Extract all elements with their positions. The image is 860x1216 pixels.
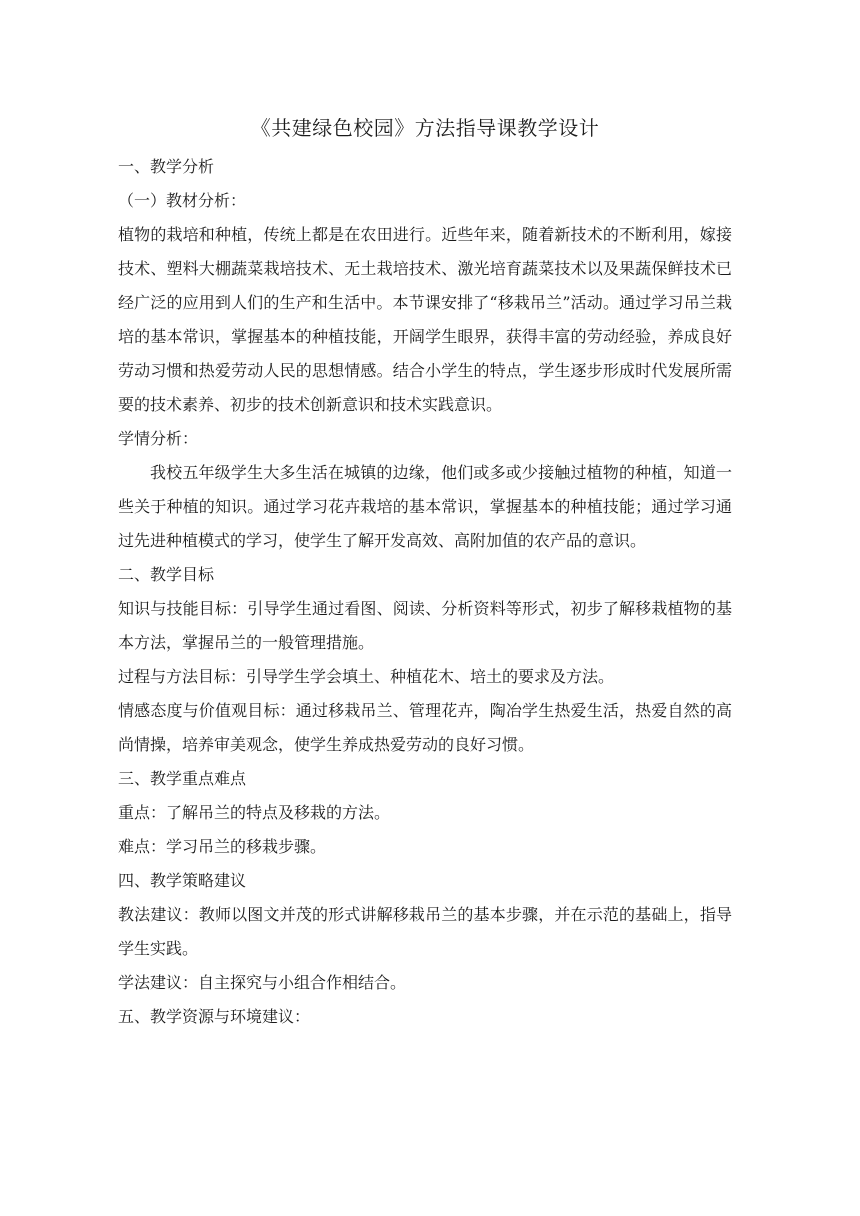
document-title: 《共建绿色校园》方法指导课教学设计	[250, 116, 600, 140]
learning-method-suggestion: 学法建议：自主探究与小组合作相结合。	[118, 973, 407, 992]
section-1-heading: 一、教学分析	[118, 157, 215, 176]
teaching-method-suggestion: 教法建议：教师以图文并茂的形式讲解移栽吊兰的基本步骤，并在示范的基础上，指导学生实践。	[118, 905, 732, 958]
process-method-goal: 过程与方法目标：引导学生学会填土、种植花木、培土的要求及方法。	[118, 667, 615, 686]
document-page	[118, 108, 732, 1034]
section-3-heading: 三、教学重点难点	[118, 769, 247, 788]
section-2-heading: 二、教学目标	[118, 565, 215, 584]
section-5-heading: 五、教学资源与环境建议：	[118, 1007, 311, 1026]
key-point: 重点：了解吊兰的特点及移栽的方法。	[118, 803, 391, 822]
textbook-analysis-paragraph: 植物的栽培和种植，传统上都是在农田进行。近些年来，随着新技术的不断利用，嫁接技术、塑料大棚蔬菜栽培技术、无土栽培技术、激光培育蔬菜技术以及果蔬保鲜技术已经广泛的应用到人们的生产和生活中。本节课安排了“移栽吊兰”活动。通过学习吊兰栽培的基本常识，掌握基本的种植技能，开阔学生眼界，获得丰富的劳动经验，养成良好劳动习惯和热爱劳动人民的思想情感。结合小学生的特点，学生逐步形成时代发展所需要的技术素养、初步的技术创新意识和技术实践意识。	[118, 225, 732, 414]
emotion-value-goal: 情感态度与价值观目标：通过移栽吊兰、管理花卉，陶冶学生热爱生活，热爱自然的高尚情操，培养审美观念，使学生养成热爱劳动的良好习惯。	[118, 701, 732, 754]
learner-analysis-heading: 学情分析：	[118, 429, 199, 448]
section-4-heading: 四、教学策略建议	[118, 871, 247, 890]
learner-analysis-paragraph: 我校五年级学生大多生活在城镇的边缘，他们或多或少接触过植物的种植，知道一些关于种植的知识。通过学习花卉栽培的基本常识，掌握基本的种植技能；通过学习通过先进种植模式的学习，使学生了解开发高效、高附加值的农产品的意识。	[118, 463, 732, 550]
knowledge-skill-goal: 知识与技能目标：引导学生通过看图、阅读、分析资料等形式，初步了解移栽植物的基本方法，掌握吊兰的一般管理措施。	[118, 599, 732, 652]
textbook-analysis-heading: （一）教材分析：	[118, 191, 247, 210]
difficult-point: 难点：学习吊兰的移栽步骤。	[118, 837, 327, 856]
